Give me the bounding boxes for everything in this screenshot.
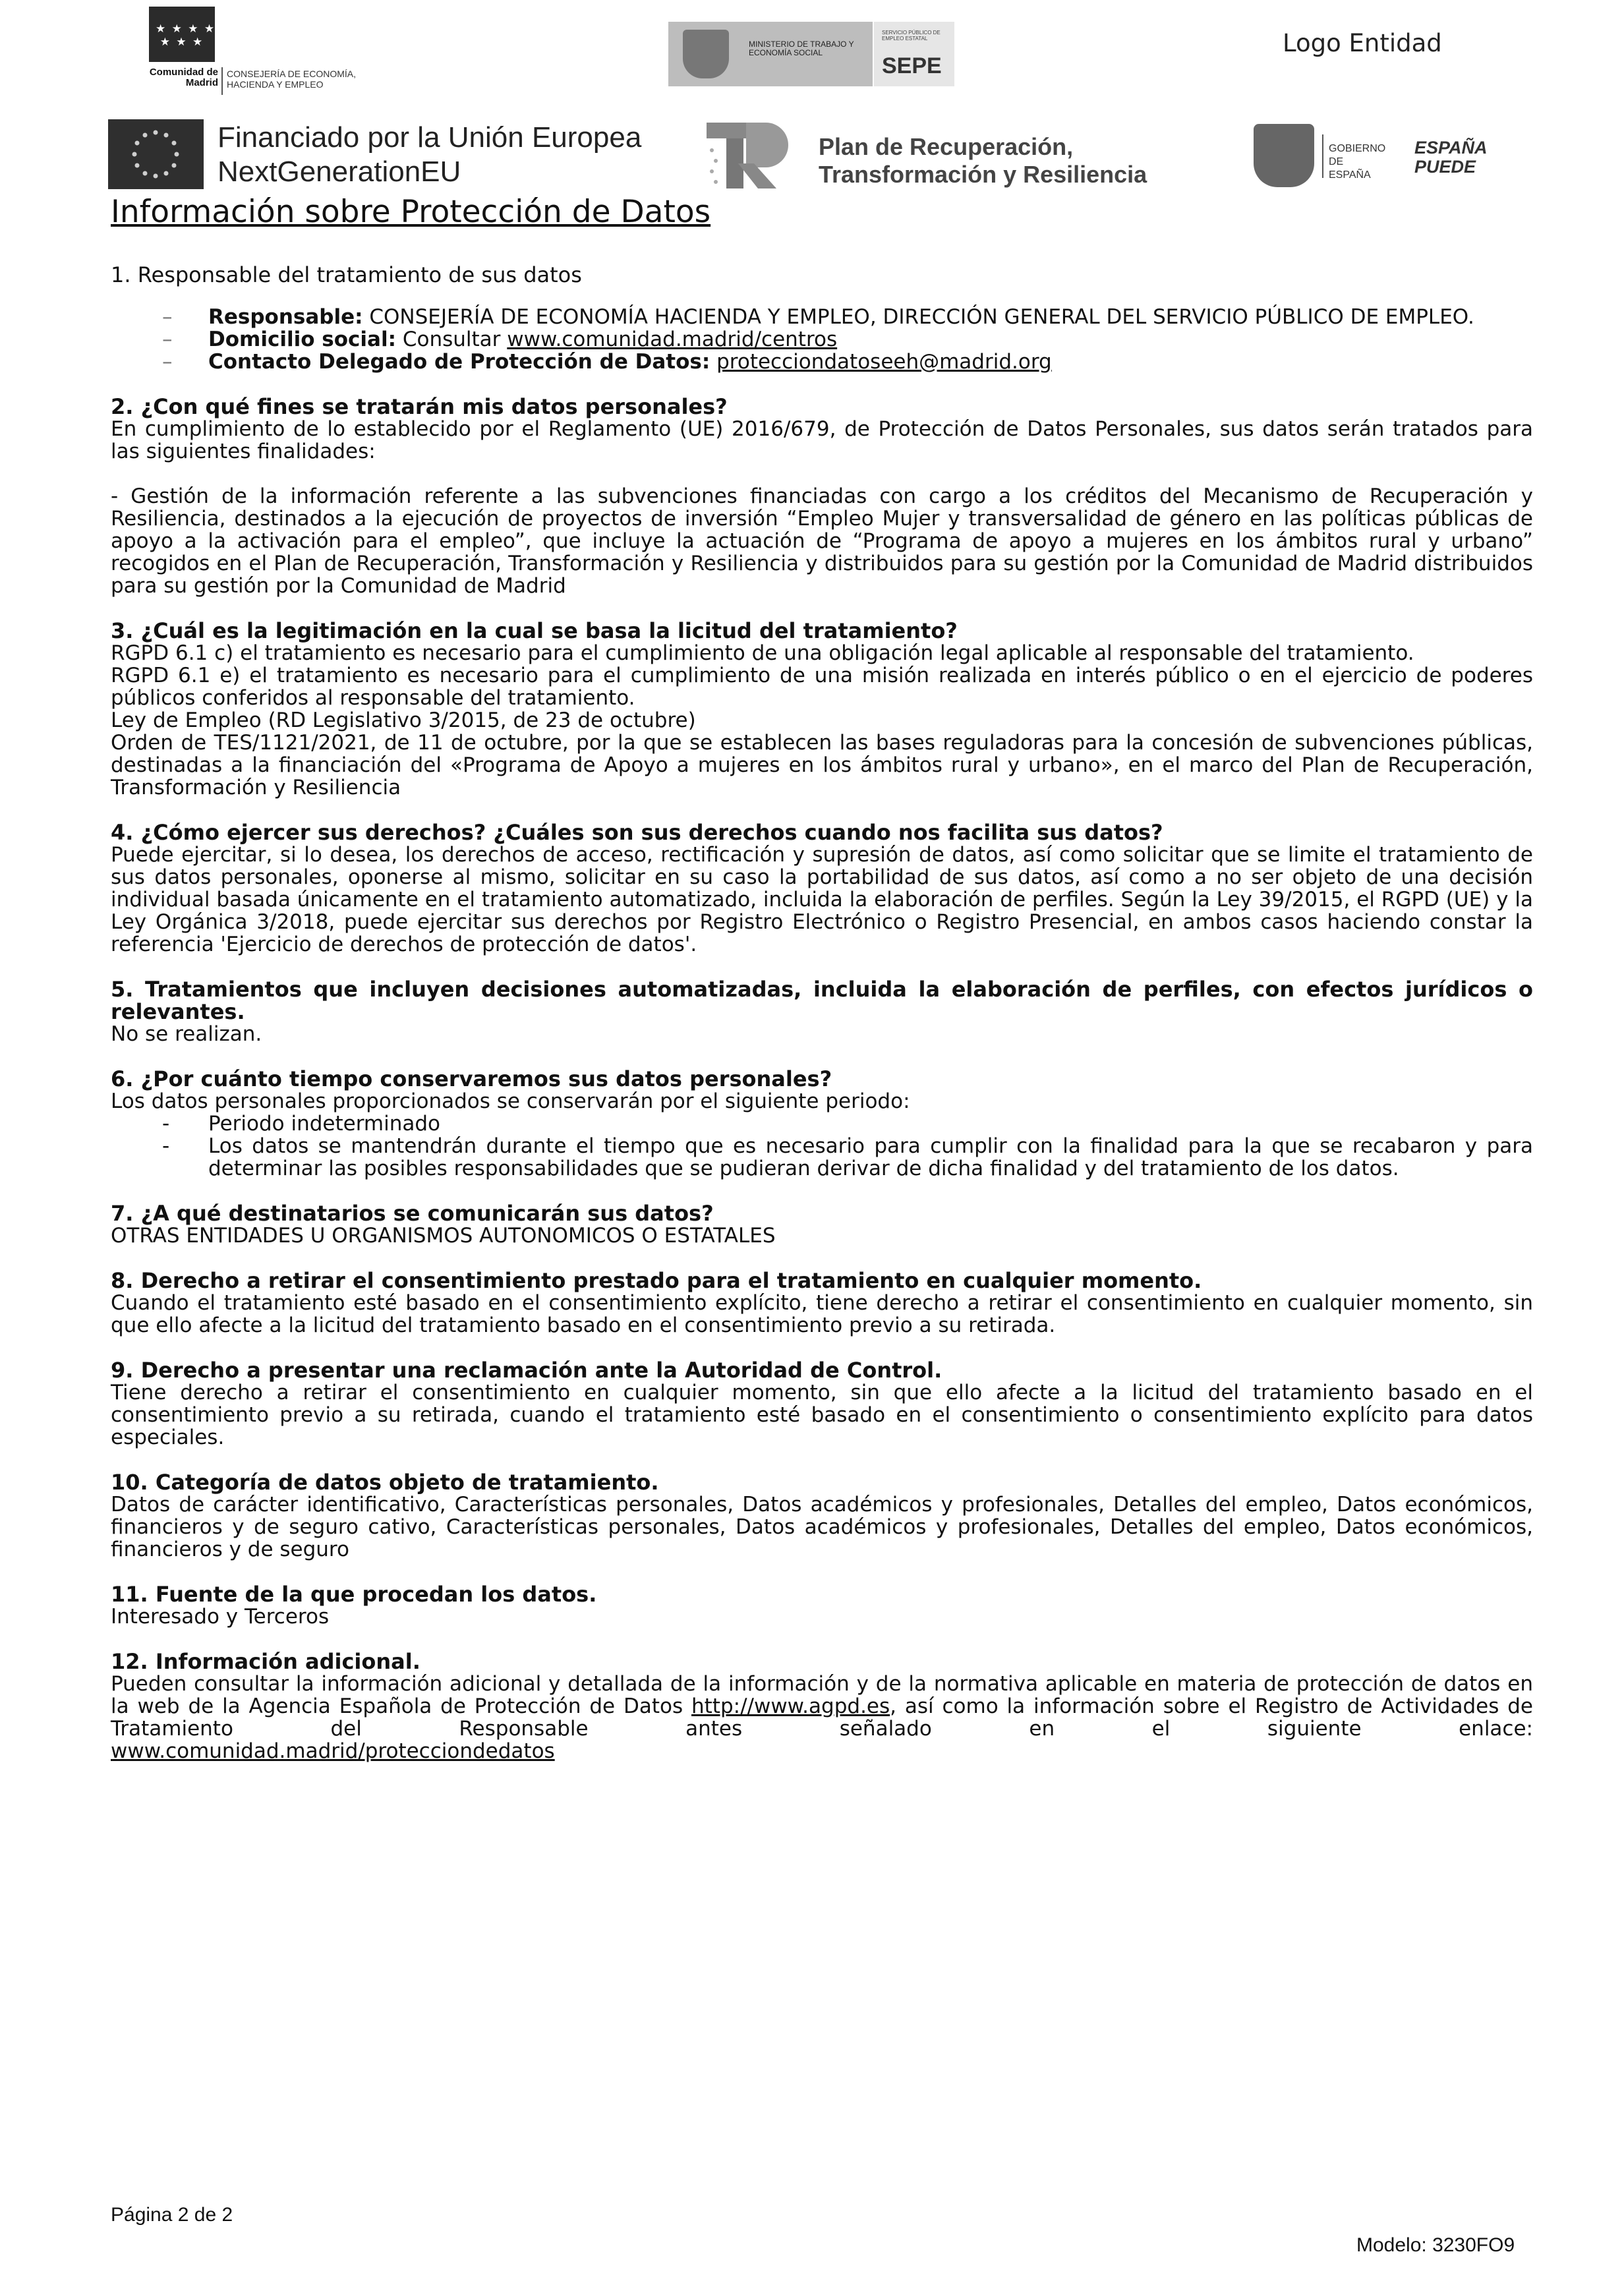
sepe-logo [874,22,954,86]
section-text: Datos de carácter identificativo, Características personales, Datos académicos y profesionales, Detalles del empleo, Datos económicos, financieros y de seguro cativo, Características personales, Datos académicos y profesionales, Detalles del empleo, Datos económicos, financieros y de seguro [111,1493,1533,1561]
sepe-text: SEPE [882,53,942,78]
section-heading: 5. Tratamientos que incluyen decisiones automatizadas, incluida la elaboración de perfiles, con efectos jurídicos o relevantes. [111,977,1533,1024]
gobierno-espana-logo [1254,124,1385,187]
section-heading: 4. ¿Cómo ejercer sus derechos? ¿Cuáles son sus derechos cuando nos facilita sus datos? [111,820,1163,845]
agpd-link[interactable]: http://www.agpd.es [691,1694,890,1718]
list-item: – Domicilio social: Consultar www.comunidad.madrid/centros [162,328,838,351]
item-text: CONSEJERÍA DE ECONOMÍA HACIENDA Y EMPLEO, DIRECCIÓN GENERAL DEL SERVICIO PÚBLICO DE EMPLEO. [362,305,1474,329]
gobierno-separator [1322,134,1323,178]
sepe-small-text: SERVICIO PÚBLICO DE EMPLEO ESTATAL [882,30,941,42]
item-text [710,350,716,374]
section-1 [111,264,1533,373]
section-heading: 12. Información adicional. [111,1649,420,1674]
section-heading: 7. ¿A qué destinatarios se comunicarán sus datos? [111,1201,714,1226]
list-item: – Responsable: CONSEJERÍA DE ECONOMÍA HACIENDA Y EMPLEO, DIRECCIÓN GENERAL DEL SERVICIO PÚBLICO DE EMPLEO. [162,305,1474,329]
section-9 [111,1359,1533,1449]
section-12 [111,1650,1533,1762]
section-text: No se realizan. [111,1022,262,1046]
section-text: Cuando el tratamiento esté basado en el consentimiento explícito, tiene derecho a retirar el consentimiento en cualquier momento, sin que ello afecte a la licitud del tratamiento basado en el consentimiento previo a su retirada. [111,1291,1533,1337]
item-text: Consultar [396,328,508,351]
responsable-list [111,306,1533,373]
proteccion-datos-link[interactable]: www.comunidad.madrid/protecciondedatos [111,1739,555,1763]
section-7 [111,1202,1533,1247]
section-text: Orden de TES/1121/2021, de 11 de octubre, por la que se establecen las bases reguladoras para la concesión de subvenciones públicas, destinadas a la financiación del «Programa de Apoyo a mujeres en los ámbitos rural y urbano», en el marco del Plan de Recuperación, Transformación y Resiliencia [111,731,1533,799]
section-text: Ley de Empleo (RD Legislativo 3/2015, de 23 de octubre) [111,708,696,732]
section-text [111,1740,1533,1762]
ministerio-text: MINISTERIO DE TRABAJO Y ECONOMÍA SOCIAL [749,40,854,57]
eu-text-line1: Financiado por la Unión Europea [218,121,642,154]
plan-recuperacion-text [819,133,1147,188]
item-label: Responsable: [208,305,363,329]
plan-recuperacion-logo [707,117,1172,193]
espana-puede-logo [1414,138,1488,177]
espana-line1: ESPAÑA [1414,138,1488,158]
coat-of-arms-icon [683,30,729,78]
section-11 [111,1583,1533,1628]
section-2 [111,395,1533,597]
section-5 [111,978,1533,1045]
ministerio-sepe-logo [668,22,954,86]
gobierno-text [1329,142,1385,182]
section-heading: 8. Derecho a retirar el consentimiento prestado para el tratamiento en cualquier momento. [111,1268,1202,1293]
eu-stars-icon [108,119,204,189]
section-text: RGPD 6.1 e) el tratamiento es necesario para el cumplimiento de una misión realizada en interés público o en el ejercicio de poderes públicos conferidos al responsable del tratamiento. [111,664,1533,710]
gobierno-line2: DE ESPAÑA [1329,156,1371,181]
section-text: Interesado y Terceros [111,1605,330,1629]
eu-flag-icon [108,119,204,189]
page-title: Información sobre Protección de Datos [111,194,711,230]
text-part: , así como la información sobre el Registro de Actividades de Tratamiento del Responsable antes señalado en el siguiente enlace: [111,1694,1533,1741]
section-4 [111,821,1533,956]
ministerio-logo [668,22,873,86]
section-8 [111,1269,1533,1337]
madrid-flag-icon [149,7,215,62]
section-text: - Gestión de la información referente a las subvenciones financiadas con cargo a los créditos del Mecanismo de Recuperación y Resiliencia, destinados a la ejecución de proyectos de inversión “Empleo Mujer y transversalidad de género en las políticas públicas de apoyo a la activación para el empleo”, que incluye la actuación de “Programa de apoyo a mujeres en los ámbitos rural y urbano” recogidos en el Plan de Recuperación, Transformación y Resiliencia y distribuidos para su gestión por la Comunidad de Madrid distribuidos para su gestión por la Comunidad de Madrid [111,484,1533,598]
retention-list [111,1113,1533,1180]
item-text: Los datos se mantendrán durante el tiempo que es necesario para cumplir con la finalidad para la que se recabaron y para determinar las posibles responsabilidades que se pudieran derivar de dicha finalidad y del tratamiento de los datos. [208,1134,1533,1180]
comunidad-madrid-logo [149,7,393,96]
item-label: Contacto Delegado de Protección de Datos: [208,350,710,374]
section-text: RGPD 6.1 c) el tratamiento es necesario para el cumplimiento de una obligación legal aplicable al responsable del tratamiento. [111,641,1414,665]
section-heading: 3. ¿Cuál es la legitimación en la cual se basa la licitud del tratamiento? [111,618,958,643]
coat-of-arms-icon [1254,124,1314,187]
section-text: OTRAS ENTIDADES U ORGANISMOS AUTONOMICOS O ESTATALES [111,1224,776,1248]
section-text: Puede ejercitar, si lo desea, los derechos de acceso, rectificación y supresión de datos, así como solicitar que se limite el tratamiento de sus datos personales, oponerse al mismo, solicitar en su caso la portabilidad de sus datos, así como a no ser objeto de una decisión individual basada únicamente en el tratamiento automatizado, incluida la elaboración de perfiles. Según la Ley 39/2015, el RGPD (UE) y la Ley Orgánica 3/2018, puede ejercitar sus derechos por Registro Electrónico o Registro Presencial, en ambos casos haciendo constar la referencia 'Ejercicio de derechos de protección de datos'. [111,843,1533,956]
list-item: - Periodo indeterminado [162,1112,441,1136]
item-text: Periodo indeterminado [208,1112,441,1136]
item-label: Domicilio social: [208,328,396,351]
document-body [111,194,1533,1785]
section-text [111,1673,1533,1740]
section-heading: 11. Fuente de la que procedan los datos. [111,1582,597,1607]
section-heading: 1. Responsable del tratamiento de sus datos [111,262,582,287]
section-text: Los datos personales proporcionados se conservarán por el siguiente periodo: [111,1089,910,1113]
madrid-separator [221,67,223,95]
madrid-department: CONSEJERÍA DE ECONOMÍA, HACIENDA Y EMPLEO [227,69,357,90]
section-heading: 6. ¿Por cuánto tiempo conservaremos sus datos personales? [111,1066,832,1091]
section-6 [111,1068,1533,1180]
madrid-stars: ★ ★ ★ ★ ★ ★ ★ [156,22,216,49]
section-3 [111,620,1533,799]
dpo-email-link[interactable]: protecciondatoseeh@madrid.org [716,350,1052,374]
list-item: - Los datos se mantendrán durante el tiempo que es necesario para cumplir con la finalidad para la que se recabaron y para determinar las posibles responsabilidades que se pudieran derivar de dicha finalidad y del tratamiento de los datos. [162,1134,1533,1180]
form-model-code: Modelo: 3230FO9 [1356,2234,1515,2256]
eu-funding-text [218,121,641,189]
section-heading: 10. Categoría de datos objeto de tratamiento. [111,1470,659,1495]
section-text: Tiene derecho a retirar el consentimiento en cualquier momento, sin que ello afecte a la licitud del tratamiento basado en el consentimiento previo a su retirada, cuando el tratamiento esté basado en el consentimiento o consentimiento explícito para datos especiales. [111,1381,1533,1449]
page-number: Página 2 de 2 [111,2204,233,2226]
eu-text-line2: NextGenerationEU [218,156,461,188]
section-heading: 9. Derecho a presentar una reclamación ante la Autoridad de Control. [111,1358,942,1383]
section-text: En cumplimiento de lo establecido por el Reglamento (UE) 2016/679, de Protección de Datos Personales, sus datos serán tratados para las siguientes finalidades: [111,417,1533,463]
section-heading: 2. ¿Con qué fines se tratarán mis datos personales? [111,394,728,419]
madrid-name: Comunidad de Madrid [149,67,218,88]
centros-link[interactable]: www.comunidad.madrid/centros [507,328,838,351]
gobierno-line1: GOBIERNO [1329,143,1386,154]
plan-text-line1: Plan de Recuperación, [819,133,1074,160]
text-part: Pueden consultar la información adicional y detallada de la información y de la normativa aplicable en materia de protección de datos en la web de la Agencia Española de Protección de Datos [111,1672,1533,1718]
espana-line2: PUEDE [1414,157,1476,177]
logo-entidad-placeholder: Logo Entidad [1283,29,1442,57]
section-10 [111,1471,1533,1561]
list-item: – Contacto Delegado de Protección de Datos: protecciondatoseeh@madrid.org [162,350,1052,374]
plan-recuperacion-icon [707,117,792,193]
plan-text-line2: Transformación y Resiliencia [819,161,1147,188]
